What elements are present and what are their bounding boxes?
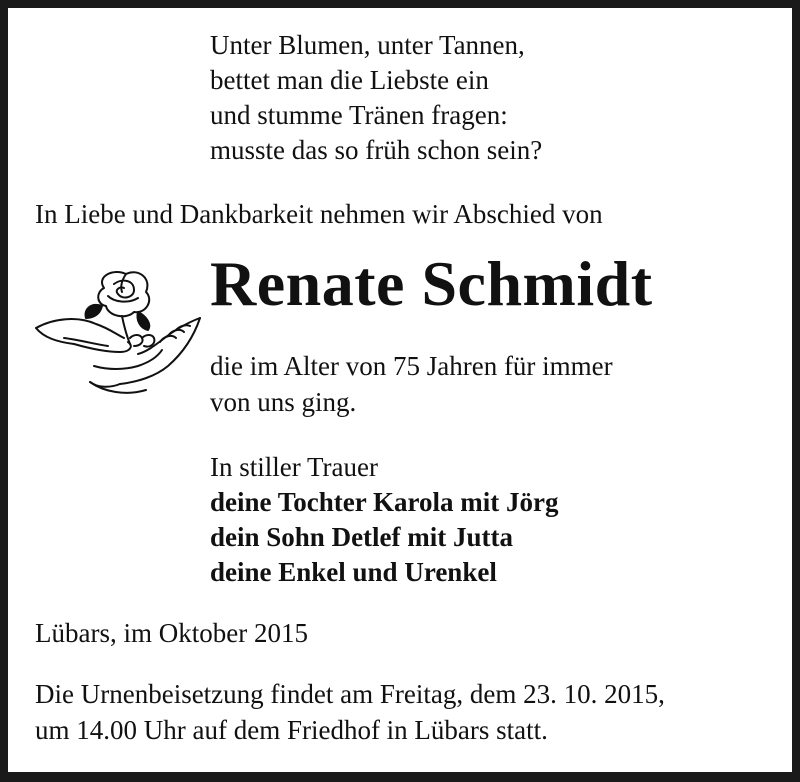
age-text: [210, 349, 613, 421]
poem-line: und stumme Tränen fragen:: [210, 100, 508, 130]
age-line: von uns ging.: [210, 387, 357, 417]
poem-line: musste das so früh schon sein?: [210, 135, 543, 165]
intro-text: In Liebe und Dankbarkeit nehmen wir Abschied von: [35, 199, 603, 229]
deceased-name: Renate Schmidt: [210, 248, 653, 319]
burial-line: um 14.00 Uhr auf dem Friedhof in Lübars statt.: [35, 715, 548, 745]
burial-line: Die Urnenbeisetzung findet am Freitag, dem 23. 10. 2015,: [35, 679, 665, 709]
burial-notice: [35, 677, 665, 749]
mourners-block: [210, 450, 558, 590]
poem-line: bettet man die Liebste ein: [210, 65, 489, 95]
mourner-name: deine Tochter Karola mit Jörg: [210, 487, 559, 517]
place-date: Lübars, im Oktober 2015: [35, 618, 308, 648]
mourner-name: deine Enkel und Urenkel: [210, 557, 497, 587]
rose-in-hands-icon: [34, 266, 202, 406]
poem-line: Unter Blumen, unter Tannen,: [210, 30, 525, 60]
poem: [210, 28, 542, 168]
age-line: die im Alter von 75 Jahren für immer: [210, 351, 613, 381]
mourner-name: dein Sohn Detlef mit Jutta: [210, 522, 513, 552]
mourners-heading: In stiller Trauer: [210, 452, 378, 482]
